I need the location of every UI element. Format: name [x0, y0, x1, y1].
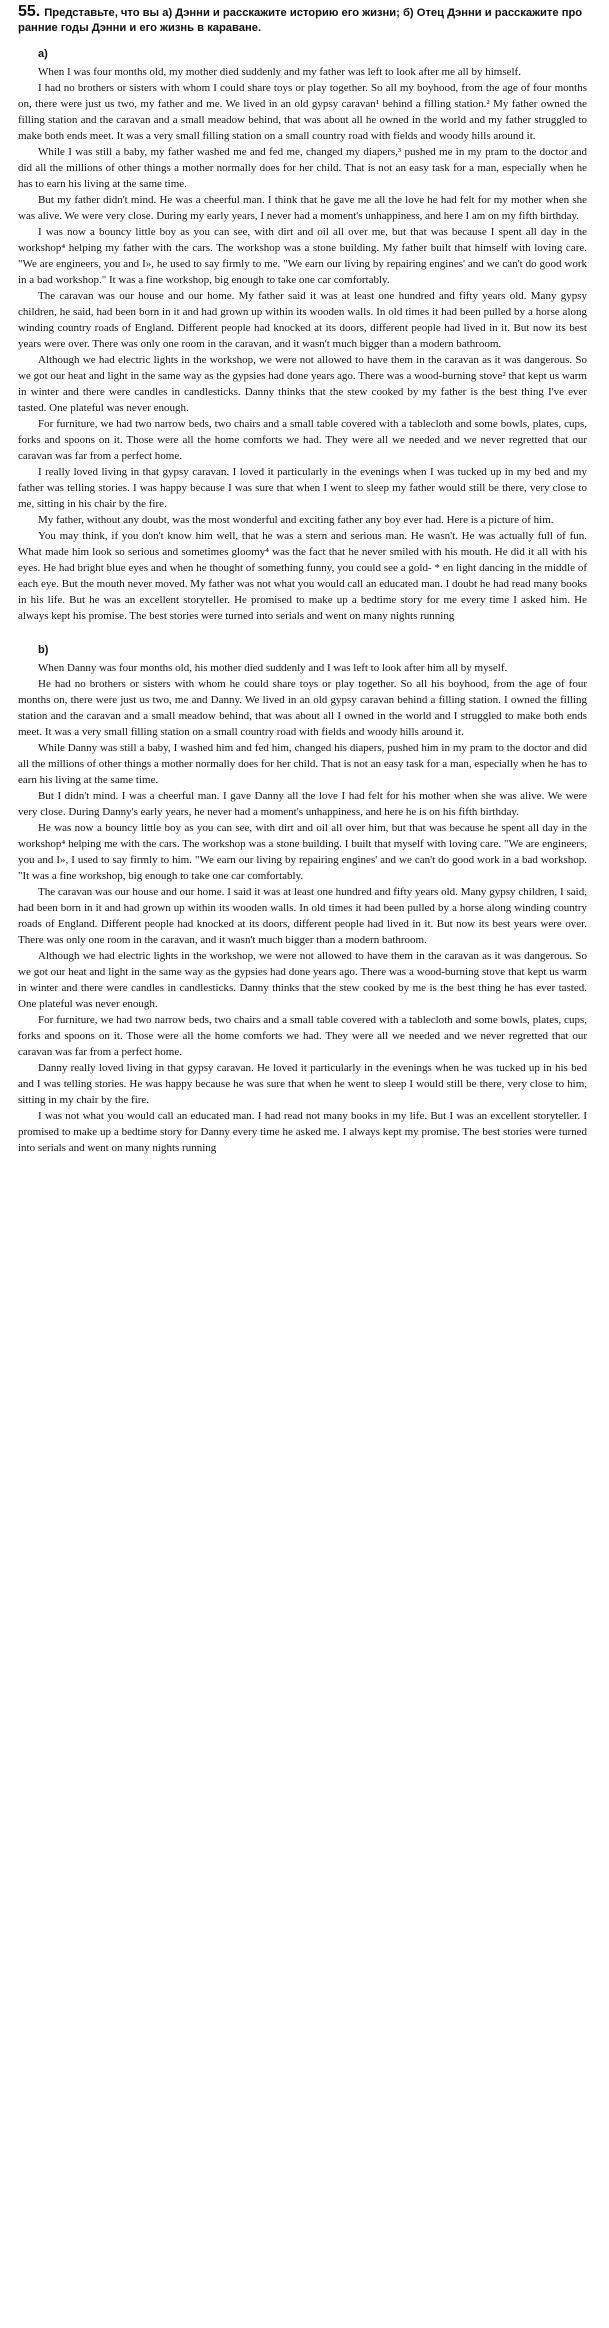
exercise-number: 55. — [18, 3, 41, 20]
paragraph: Although we had electric lights in the workshop, we were not allowed to have them in the caravan as it was dangerous. So we got our heat and light in the same way as the gypsies had done years ago. There was a wood-burning stove that kept us warm in winter and there were candles in candlesticks. Danny thinks that the stew cooked by me is the best thing he has ever tasted. One plateful was never enough. — [18, 950, 587, 1010]
paragraph: My father, without any doubt, was the most wonderful and exciting father any boy ever had. Here is a picture of him. — [38, 514, 554, 526]
section-b-label: b) — [38, 644, 49, 656]
paragraph: But my father didn't mind. He was a cheerful man. I think that he gave me all the love he had felt for my mother when she was alive. We were very close. During my early years, I never had a moment's unhappiness, and here I am on my fifth birthday. — [18, 194, 587, 222]
paragraph: You may think, if you don't know him well, that he was a stern and serious man. He wasn't. He was actually full of fun. What made him look so serious and sometimes gloomy⁴ was the fact that he never smiled with his mouth. He did it all with his eyes. He had bright blue eyes and when he thought of something funny, you could see a gold- * en light dancing in the middle of each eye. But the mouth never moved. My father was not what you would call an educated man. I doubt he had read many books in his life. But he was an excellent storyteller. He promised to make up a bedtime story for me every time I asked him. He always kept his promise. The best stories were turned into serials and went on many nights running — [18, 530, 587, 622]
paragraph: While Danny was still a baby, I washed him and fed him, changed his diapers, pushed him in my pram to the doctor and did all the millions of other things a mother normally does for her child. That is not an easy task for a man, especially when he has to earn his living at the same time. — [18, 742, 587, 786]
paragraph: I had no brothers or sisters with whom I could share toys or play together. So all my boyhood, from the age of four months on, there were just us two, my father and me. We lived in an old gypsy caravan¹ behind a filling station.² My father owned the filling station and the caravan and a small meadow behind, that was about all he owned in the world and my father struggled to make both ends meet. It was a very small filling station on a small country road with fields and woody hills around it. — [18, 82, 587, 142]
paragraph: I really loved living in that gypsy caravan. I loved it particularly in the evenings when I was tucked up in my bed and my father was telling stories. I was happy because I was sure that when I went to sleep my father would still be there, very close to me, sitting in his chair by the fire. — [18, 466, 587, 510]
paragraph: While I was still a baby, my father washed me and fed me, changed my diapers,³ pushed me in my pram to the doctor and did all the millions of other things a mother normally does for her child. That is not an easy task for a man, especially when he has to earn his living at the same time. — [18, 146, 587, 190]
section-a-label: а) — [38, 48, 48, 60]
paragraph: The caravan was our house and our home. My father said it was at least one hundred and fifty years old. Many gypsy children, he said, had been born in it and had grown up within its wooden walls. In old times it had been pulled by a horse along winding country roads of England. Different people had knocked at its doors, different people had lived in it. But now its best years were over. There was only one room in the caravan, and it wasn't much bigger than a modern bathroom. — [18, 290, 587, 350]
paragraph: Danny really loved living in that gypsy caravan. He loved it particularly in the evenings when he was tucked up in his bed and I was telling stories. He was happy because he was sure that when he went to sleep I would still be there, very close to him, sitting in my chair by the fire. — [18, 1062, 587, 1106]
paragraph: I was not what you would call an educated man. I had read not many books in my life. But I was an excellent storyteller. I promised to make up a bedtime story for Danny every time he asked me. I always kept my promise. The best stories were turned into serials and went on many nights running — [18, 1110, 587, 1154]
paragraph: For furniture, we had two narrow beds, two chairs and a small table covered with a tablecloth and some bowls, plates, cups, forks and spoons on it. Those were all the home comforts we had. They were all we needed and we never regretted that our caravan was far from a perfect home. — [18, 1014, 587, 1058]
paragraph: The caravan was our house and our home. I said it was at least one hundred and fifty years old. Many gypsy children, I said, had been born in it and had grown up within its wooden walls. In old times it had been pulled by a horse along winding country roads of England. Different people had knocked at its doors, different people had lived in it. But now its best years were over. There was only one room in the caravan, and it wasn't much bigger than a modern bathroom. — [18, 886, 587, 946]
paragraph: He had no brothers or sisters with whom he could share toys or play together. So all his boyhood, from the age of four months on, there were just us two, me and Danny. We lived in an old gypsy caravan behind a filling station. I owned the filling station and the caravan and a small meadow behind, that was about all I owned in the world and I struggled to make both ends meet. It was a very small filling station on a small country road with fields and woody hills around it. — [18, 678, 587, 738]
exercise-instruction: Представьте, что вы а) Дэнни и расскажите историю его жизни; б) Отец Дэнни и расскажите про ранние годы Дэнни и его жизнь в караване. — [18, 7, 583, 34]
section-a — [18, 64, 587, 624]
paragraph: For furniture, we had two narrow beds, two chairs and a small table covered with a tablecloth and some bowls, plates, cups, forks and spoons on it. Those were all the home comforts we had. They were all we needed and we never regretted that our caravan was far from a perfect home. — [18, 418, 587, 462]
paragraph: I was now a bouncy little boy as you can see, with dirt and oil all over me, but that was because I spent all day in the workshop⁴ helping my father with the cars. The workshop was a stone building. My father built that himself with loving care. "We are engineers, you and I», he used to say firmly to me. "We earn our living by repairing engines' and we can't do good work in a bad workshop." It was a fine workshop, big enough to take one car comfortably. — [18, 226, 587, 286]
paragraph: He was now a bouncy little boy as you can see, with dirt and oil all over him, but that was because he spent all day in the workshop⁴ helping me with the cars. The workshop was a stone building. I built that myself with loving care. "We are engineers, you and I», I used to say firmly to him. "We earn our living by repairing engines' and we can't do good work in a bad workshop. "It was a fine workshop, big enough to take one car comfortably. — [18, 822, 587, 882]
paragraph: When I was four months old, my mother died suddenly and my father was left to look after me all by himself. — [38, 66, 521, 78]
exercise-header — [18, 4, 587, 36]
paragraph: Although we had electric lights in the workshop, we were not allowed to have them in the caravan as it was dangerous. So we got our heat and light in the same way as the gypsies had done years ago. There was a wood-burning stove² that kept us warm in winter and there were candles in candlesticks. Danny thinks that the stew cooked by my father is the best thing I've ever tasted. One plateful was never enough. — [18, 354, 587, 414]
section-b — [18, 660, 587, 1156]
paragraph: When Danny was four months old, his mother died suddenly and I was left to look after him all by myself. — [38, 662, 508, 674]
paragraph: But I didn't mind. I was a cheerful man. I gave Danny all the love I had felt for his mother when she was alive. We were very close. During Danny's early years, he never had a moment's unhappiness, and here he is on his fifth birthday. — [18, 790, 587, 818]
